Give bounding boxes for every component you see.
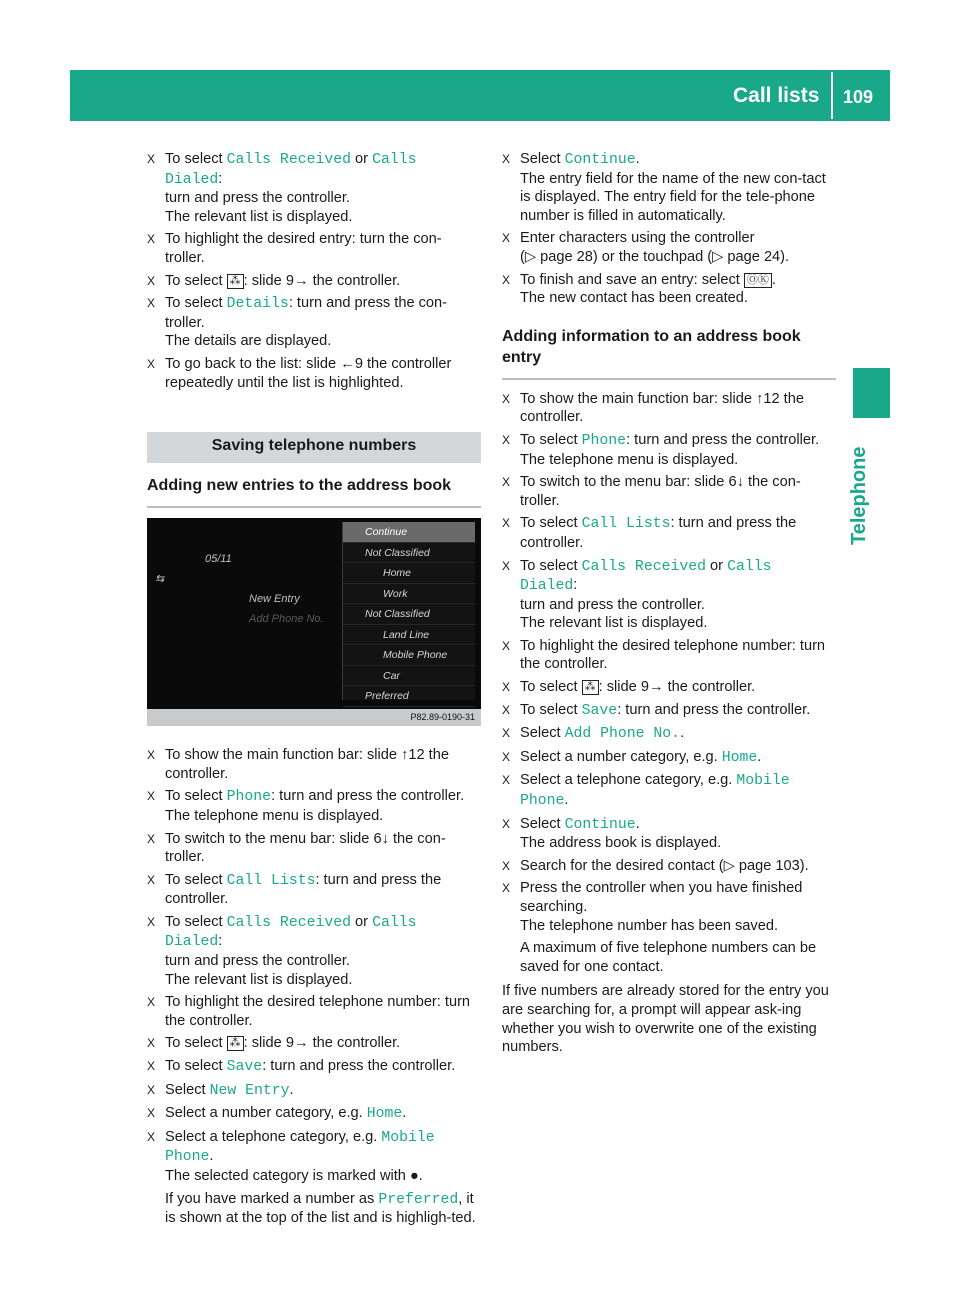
list-item: X Select a number category, e.g. Home. [147,1105,407,1123]
list-item: X Select Continue. The entry field for the name of the new con-tact is displayed. The entry field for the tele-phone number is filled in automatically. [502,151,826,224]
menu-term: Calls Dialed [520,558,772,595]
list-item: X To select Calls Received or Calls Dialed: turn and press the controller. The relevant list is displayed. [502,557,772,632]
screen-back-icon: ⇆ [155,573,165,586]
step-arrow-icon: X [502,231,511,246]
list-item: X Select a telephone category, e.g. Mobile Phone. The selected category is marked with ●. If you have marked a number as Preferred, it is shown at the top of the list and is highligh-ted. [147,1128,476,1227]
section-heading: Adding new entries to the address book [147,475,481,508]
list-item: X To select Phone: turn and press the controller. The telephone menu is displayed. [502,431,820,468]
step-arrow-icon: X [502,516,511,531]
step-arrow-icon: X [502,475,511,490]
list-item: X To select Save: turn and press the controller. [147,1058,456,1076]
menu-term: Calls Received [226,914,351,931]
step-arrow-icon: X [147,1059,156,1074]
list-item: X To switch to the menu bar: slide 6↓ the con-troller. [147,830,446,866]
list-item: X To select Call Lists: turn and press the controller. [147,871,442,908]
controller-up-icon: ↑12 [401,747,425,764]
list-item: X Enter characters using the controller (▷ page 28) or the touchpad (▷ page 24). [502,230,790,265]
list-item: X Select Continue. The address book is displayed. [502,815,722,852]
list-item: X To select ⁂ : slide 9→ the controller. [502,679,756,696]
step-arrow-icon: X [502,272,511,287]
step-arrow-icon: X [502,702,511,717]
step-arrow-icon: X [502,638,511,653]
screen-new-entry: New Entry [249,593,300,606]
step-arrow-icon: X [502,726,511,741]
voice-options-icon: ⁂ [227,274,244,289]
list-item: X Select a telephone category, e.g. Mobile Phone. [502,772,790,810]
step-arrow-icon: X [147,1036,156,1051]
step-arrow-icon: X [147,831,156,846]
menu-term: Call Lists [226,872,316,889]
menu-term: Save [226,1059,263,1076]
screen-list-item: Not Classified [343,604,475,625]
step-arrow-icon: X [502,432,511,447]
bullet-icon: ● [409,1168,419,1184]
display-screenshot [147,518,481,726]
list-item: X To select Call Lists: turn and press the controller. [502,515,797,551]
menu-term: Home [366,1106,403,1123]
voice-options-icon: ⁂ [227,1036,244,1051]
ok-icon: ⓄⓀ [744,273,772,288]
step-arrow-icon: X [147,152,156,166]
list-item: X To highlight the desired telephone number: turn the controller. [147,994,471,1029]
step-arrow-icon: X [502,680,511,695]
controller-right-icon: 9→ [285,272,309,289]
list-item: X To switch to the menu bar: slide 6↓ the con-troller. [502,474,801,509]
screen-list-item: Work [343,584,475,605]
screen-list-item: Not Classified [343,543,475,564]
menu-term: Calls Dialed [165,914,417,951]
screen-list-item: Continue [343,522,475,543]
list-item: X To go back to the list: slide ←9 the controller repeatedly until the list is highlighted. [147,355,452,391]
controller-right-icon: 9→ [640,679,664,696]
list-item: X To finish and save an entry: select ⓄⓀ . The new contact has been created. [502,271,776,307]
menu-term: Call Lists [581,516,671,533]
section-title: Saving telephone numbers [147,432,481,463]
list-item: X Press the controller when you have finished searching. The telephone number has been saved. A maximum of five telephone numbers can be saved for one contact. [502,880,817,975]
menu-term: Mobile Phone [520,773,790,810]
list-item: X To select ⁂ : slide 9→ the controller. [147,272,401,289]
list-item: X Search for the desired contact (▷ page 103). [502,857,809,874]
step-arrow-icon: X [502,391,511,406]
image-code: P82.89-0190-31 [147,709,481,726]
list-item: X To select Phone: turn and press the controller. The telephone menu is displayed. [147,788,465,824]
controller-right-icon: 9→ [285,1035,309,1052]
controller-up-icon: ↑12 [756,390,780,407]
step-arrow-icon: X [502,881,511,896]
controller-down-icon: 6↓ [728,474,744,491]
menu-term: Home [721,749,758,766]
list-item: X Select a number category, e.g. Home. [502,748,762,766]
step-arrow-icon: X [502,773,511,788]
step-arrow-icon: X [502,152,511,166]
left-column [147,150,481,1232]
step-arrow-icon: X [147,872,156,887]
step-arrow-icon: X [147,273,156,288]
menu-term: Phone [581,432,627,449]
step-arrow-icon: X [502,749,511,764]
list-item: X To show the main function bar: slide ↑12 the controller. [502,390,804,426]
step-arrow-icon: X [147,1082,156,1097]
step-arrow-icon: X [147,356,156,371]
screen-category-list [342,522,475,703]
step-arrow-icon: X [147,789,156,804]
header-divider [831,72,833,119]
step-arrow-icon: X [147,1106,156,1121]
menu-term: Calls Dialed [165,152,417,188]
step-arrow-icon: X [502,558,511,573]
step-arrow-icon: X [502,816,511,831]
voice-options-icon: ⁂ [582,680,599,695]
screen-list-item: Preferred [343,686,475,707]
step-arrow-icon: X [502,858,511,873]
menu-term: Phone [226,789,272,806]
list-item: X To highlight the desired entry: turn the con-troller. [147,231,442,266]
step-arrow-icon: X [147,232,156,247]
menu-term: Continue [564,816,636,833]
menu-term: Continue [564,152,636,168]
menu-term: Save [581,702,618,719]
step-arrow-icon: X [147,1129,156,1144]
list-item: X Select New Entry. [147,1081,294,1099]
screen-list-item: Car [343,666,475,687]
section-heading: Adding information to an address book entry [502,326,836,380]
controller-left-icon: ←9 [340,355,363,372]
step-arrow-icon: X [147,995,156,1010]
list-item: X To show the main function bar: slide ↑12 the controller. [147,747,449,782]
list-item: X To select Details: turn and press the con-troller. The details are displayed. [147,295,448,350]
list-item: X To select ⁂ : slide 9→ the controller. [147,1035,401,1052]
screen-list-item: Mobile Phone [343,645,475,666]
controller-down-icon: 6↓ [373,830,389,847]
step-arrow-icon: X [147,296,156,311]
screen-add-phone: Add Phone No. [249,613,324,626]
chapter-tab [853,368,890,418]
chapter-label: Telephone [848,446,870,545]
menu-term: New Entry [209,1082,290,1099]
screen-list-item: Home [343,563,475,584]
page-title: Call lists [733,84,820,107]
page-number: 109 [843,87,874,107]
right-column [502,150,836,1061]
list-item: X To highlight the desired telephone number: turn the controller. [502,637,826,673]
list-item: X To select Calls Received or Calls Dialed: turn and press the controller. The relevant list is displayed. [147,913,417,988]
menu-term: Add Phone No. [564,726,681,743]
menu-term: Details [226,296,289,313]
list-item: X To select Calls Received or Calls Dialed: turn and press the controller. The relevant list is displayed. [147,151,417,225]
list-item: X To select Save: turn and press the controller. [502,701,811,719]
menu-term: Mobile Phone [165,1129,435,1166]
screen-date: 05/11 [205,553,232,566]
menu-term: Calls Received [226,152,351,168]
step-arrow-icon: X [147,914,156,929]
menu-term: Calls Received [581,558,706,575]
list-item: X Select Add Phone No.. [502,725,685,743]
menu-term: Preferred [378,1191,459,1208]
closing-paragraph: If five numbers are already stored for the entry you are searching for, a prompt will appear ask-ing whether you wish to overwrite one of the existing numbers. [502,983,829,1056]
screen-list-item: Land Line [343,625,475,646]
step-arrow-icon: X [147,748,156,763]
